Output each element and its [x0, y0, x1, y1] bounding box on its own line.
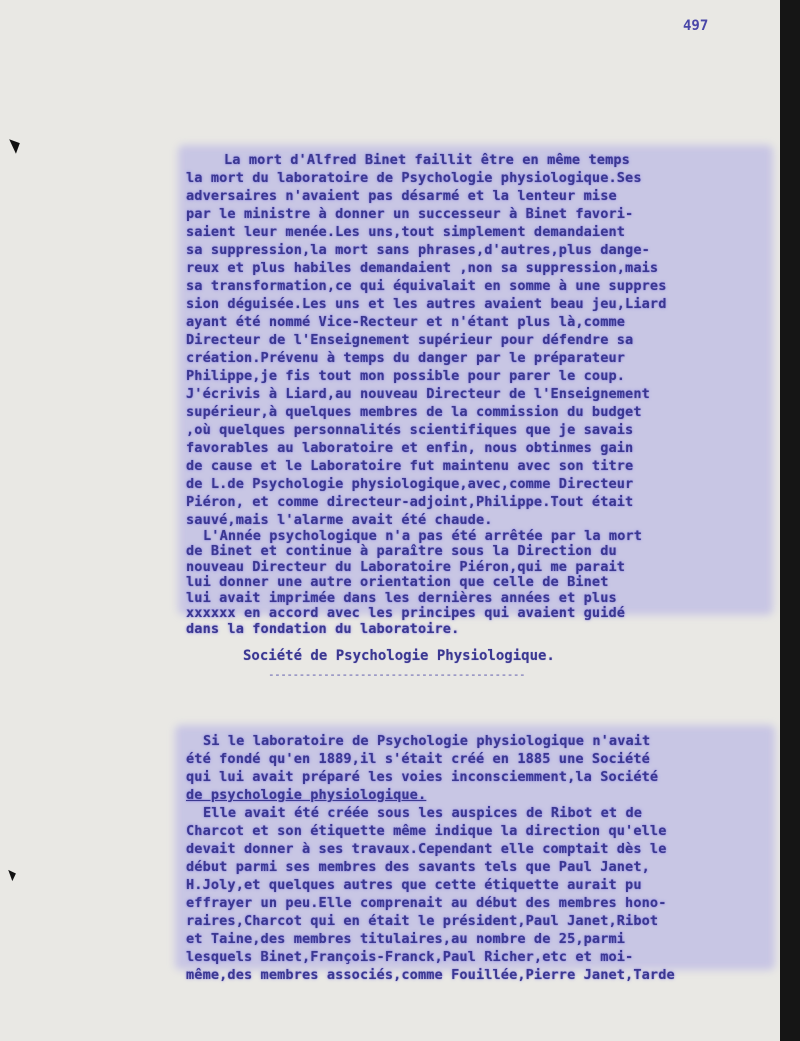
text-line: reux et plus habiles demandaient ,non sa suppression,mais — [186, 260, 659, 276]
text-line: de psychologie physiologique. — [186, 787, 427, 803]
text-line: L'Année psychologique n'a pas été arrêtée par la mort — [203, 527, 643, 544]
text-line: favorables au laboratoire et enfin, nous obtinmes gain — [186, 440, 634, 456]
text-line: début parmi ses membres des savants tels que Paul Janet, — [186, 859, 650, 875]
text-line: Charcot et son étiquette même indique la direction qu'elle — [186, 823, 667, 839]
text-line: été fondé qu'en 1889,il s'était créé en 1885 une Société — [186, 751, 650, 767]
text-line: La mort d'Alfred Binet faillit être en même temps — [224, 152, 630, 168]
text-line: effrayer un peu.Elle comprenait au début des membres hono- — [186, 895, 667, 911]
text-line: Philippe,je fis tout mon possible pour parer le coup. — [186, 368, 626, 384]
scan-border — [780, 0, 800, 1041]
text-line: sa transformation,ce qui équivalait en somme à une suppres — [186, 278, 667, 294]
text-line: qui lui avait préparé les voies inconsciemment,la Société — [186, 769, 659, 785]
text-line: Piéron, et comme directeur-adjoint,Philippe.Tout était — [186, 494, 634, 510]
page-number: 497 — [683, 18, 709, 34]
text-line: Directeur de l'Enseignement supérieur pour défendre sa — [186, 332, 634, 348]
text-line: sa suppression,la mort sans phrases,d'autres,plus dange- — [186, 242, 650, 258]
text-line: et Taine,des membres titulaires,au nombre de 25,parmi — [186, 931, 626, 947]
text-line: ,où quelques personnalités scientifiques que je savais — [186, 422, 634, 438]
text-line: ayant été nommé Vice-Recteur et n'étant plus là,comme — [186, 314, 626, 330]
text-line: lui avait imprimée dans les dernières années et plus — [186, 589, 617, 606]
text-line: la mort du laboratoire de Psychologie physiologique.Ses — [186, 170, 642, 186]
text-line: même,des membres associés,comme Fouillée,Pierre Janet,Tarde — [186, 967, 675, 983]
text-line: par le ministre à donner un successeur à Binet favori- — [186, 206, 634, 222]
text-line: adversaires n'avaient pas désarmé et la lenteur mise — [186, 188, 617, 204]
text-line: saient leur menée.Les uns,tout simplement demandaient — [186, 224, 626, 240]
section-heading: Société de Psychologie Physiologique. — [243, 648, 555, 664]
text-line: H.Joly,et quelques autres que cette étiquette aurait pu — [186, 877, 642, 893]
text-line: raires,Charcot qui en était le président,Paul Janet,Ribot — [186, 913, 659, 929]
text-line: lesquels Binet,François-Franck,Paul Richer,etc et moi- — [186, 949, 634, 965]
section-underline: ------------------------------------------ — [268, 668, 526, 681]
text-line: de cause et le Laboratoire fut maintenu avec son titre — [186, 458, 634, 474]
punch-hole-mark — [9, 134, 27, 154]
text-line: nouveau Directeur du Laboratoire Piéron,qui me parait — [186, 558, 626, 575]
text-line: de Binet et continue à paraître sous la Direction du — [186, 543, 617, 559]
text-line: lui donner une autre orientation que celle de Binet — [186, 574, 609, 590]
text-line: xxxxxx en accord avec les principes qui avaient guidé — [186, 605, 626, 621]
text-line: Si le laboratoire de Psychologie physiologique n'avait — [203, 733, 651, 749]
text-line: Elle avait été créée sous les auspices de Ribot et de — [203, 805, 643, 821]
text-line: supérieur,à quelques membres de la commission du budget — [186, 404, 642, 420]
text-line: J'écrivis à Liard,au nouveau Directeur de l'Enseignement — [186, 386, 650, 402]
text-line: dans la fondation du laboratoire. — [186, 620, 460, 637]
text-line: création.Prévenu à temps du danger par le préparateur — [186, 350, 626, 366]
text-line: devait donner à ses travaux.Cependant elle comptait dès le — [186, 841, 667, 857]
text-line: sauvé,mais l'alarme avait été chaude. — [186, 512, 493, 528]
text-line: sion déguisée.Les uns et les autres avaient beau jeu,Liard — [186, 296, 667, 312]
text-line: de L.de Psychologie physiologique,avec,comme Directeur — [186, 476, 634, 492]
punch-hole-mark — [8, 867, 21, 881]
